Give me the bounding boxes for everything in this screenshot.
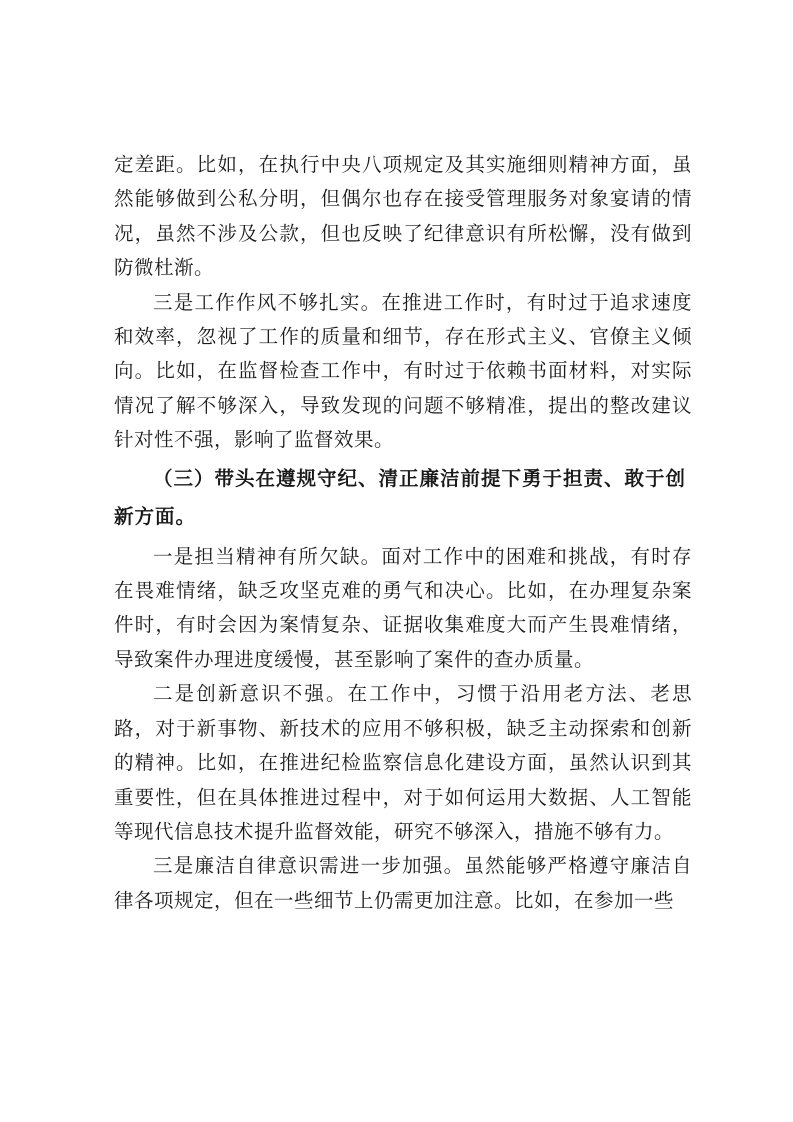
document-body — [114, 148, 692, 918]
paragraph-work-style: 三是工作作风不够扎实。在推进工作时，有时过于追求速度和效率，忽视了工作的质量和细节，存在形式主义、官僚主义倾向。比如，在监督检查工作中，有时过于依赖书面材料，对实际情况了解不够深入，导致发现的问题不够精准，提出的整改建议针对性不强，影响了监督效果。 — [114, 290, 692, 452]
paragraph-responsibility: 一是担当精神有所欠缺。面对工作中的困难和挑战，有时存在畏难情绪，缺乏攻坚克难的勇气和决心。比如，在办理复杂案件时，有时会因为案情复杂、证据收集难度大而产生畏难情绪，导致案件办理进度缓慢，甚至影响了案件的查办质量。 — [114, 544, 692, 671]
paragraph-continuation: 定差距。比如，在执行中央八项规定及其实施细则精神方面，虽然能够做到公私分明，但偶尔也存在接受管理服务对象宴请的情况，虽然不涉及公款，但也反映了纪律意识有所松懈，没有做到防微杜渐。 — [114, 153, 692, 280]
section-heading-3: （三）带头在遵规守纪、清正廉洁前提下勇于担责、敢于创新方面。 — [114, 466, 687, 528]
paragraph-innovation: 二是创新意识不强。在工作中，习惯于沿用老方法、老思路，对于新事物、新技术的应用不够积极，缺乏主动探索和创新的精神。比如，在推进纪检监察信息化建设方面，虽然认识到其重要性，但在具体推进过程中，对于如何运用大数据、人工智能等现代信息技术提升监督效能，研究不够深入，措施不够有力。 — [114, 682, 692, 843]
paragraph-self-discipline: 三是廉洁自律意识需进一步加强。虽然能够严格遵守廉洁自律各项规定，但在一些细节上仍需更加注意。比如，在参加一些 — [114, 854, 692, 912]
